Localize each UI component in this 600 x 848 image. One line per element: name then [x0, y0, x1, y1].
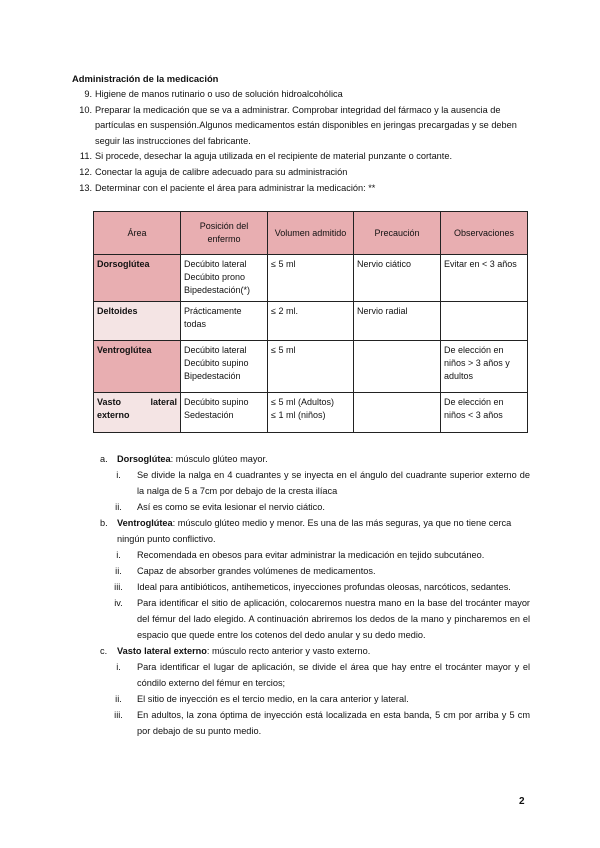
list-item: 11. Si procede, desechar la aguja utilizada en el recipiente de material punzante o cortante.: [79, 151, 453, 162]
table-row: [94, 341, 528, 393]
list-item: 13. Determinar con el paciente el área para administrar la medicación: **: [79, 182, 376, 193]
col-header-observaciones: Observaciones: [441, 212, 528, 255]
list-item: iii. Ideal para antibióticos, antihemeticos, inyecciones profundas oleosas, narcóticos, sedantes.: [114, 582, 511, 592]
site-descriptions: [100, 451, 530, 739]
table-row: [94, 393, 528, 433]
volumen-cell: ≤ 2 ml.: [268, 302, 354, 341]
volumen-cell: ≤ 5 ml: [268, 341, 354, 393]
table-row: [94, 302, 528, 341]
area-cell: Ventroglútea: [94, 341, 181, 393]
observaciones-cell: Evitar en < 3 años: [441, 255, 528, 302]
precaucion-cell: [354, 341, 441, 393]
list-item: i. Para identificar el lugar de aplicación, se divide el área que hay entre el trocánter mayor y el cóndilo externo del fémur en tercios;: [116, 662, 530, 688]
list-item: iii. En adultos, la zona óptima de inyección está localizada en esta banda, 5 cm por arriba y 5 cm por debajo de su punto medio.: [114, 710, 530, 736]
section-heading: Administración de la medicación: [72, 73, 219, 84]
list-item: ii. El sitio de inyección es el tercio medio, en la cara anterior y lateral.: [115, 694, 409, 704]
observaciones-cell: De elección en niños > 3 años y adultos: [441, 341, 528, 393]
list-item: i. Recomendada en obesos para evitar administrar la medicación en tejido subcutáneo.: [116, 550, 485, 560]
injection-sites-table: [93, 211, 528, 433]
posicion-cell: Decúbito lateral Decúbito prono Bipedestación(*): [181, 255, 268, 302]
col-header-volumen: Volumen admitido: [268, 212, 354, 255]
volumen-cell: ≤ 5 ml: [268, 255, 354, 302]
col-header-area: Área: [94, 212, 181, 255]
posicion-cell: Decúbito supino Sedestación: [181, 393, 268, 433]
precaucion-cell: Nervio radial: [354, 302, 441, 341]
list-item: i. Se divide la nalga en 4 cuadrantes y se inyecta en el ángulo del cuadrante superior externo de la nalga de 5 a 7cm por debajo de la cresta ilíaca: [116, 470, 530, 496]
numbered-list: [72, 87, 532, 196]
page-number: 2: [519, 796, 525, 807]
list-item: 10. Preparar la medicación que se va a administrar. Comprobar integridad del fármaco y la ausencia de partículas en suspensión.Algunos medicamentos están disponibles en jeringas precargadas y se deben seguir las instrucciones del fabricante.: [79, 104, 517, 146]
col-header-precaucion: Precaución: [354, 212, 441, 255]
area-cell: Deltoides: [94, 302, 181, 341]
area-cell: Vasto lateral externo: [94, 393, 181, 433]
section-item: c. Vasto lateral externo: músculo recto anterior y vasto externo.: [100, 646, 371, 656]
area-cell: Dorsoglútea: [94, 255, 181, 302]
list-item: iv. Para identificar el sitio de aplicación, colocaremos nuestra mano en la base del trocánter mayor del fémur del lado elegido. A continuación abriremos los dedos de la mano y pincharemos en el espacio que quede entre los cotenos del dedo anular y su dedo medio.: [114, 598, 530, 640]
posicion-cell: Decúbito lateral Decúbito supino Bipedestación: [181, 341, 268, 393]
precaucion-cell: Nervio ciático: [354, 255, 441, 302]
section-item: b. Ventroglútea: músculo glúteo medio y menor. Es una de las más seguras, ya que no tiene cerca ningún punto conflictivo.: [100, 518, 512, 544]
list-item: 12. Conectar la aguja de calibre adecuado para su administración: [79, 166, 348, 177]
posicion-cell: Prácticamente todas: [181, 302, 268, 341]
section-item: a. Dorsoglútea: músculo glúteo mayor.: [100, 454, 268, 464]
list-item: ii. Capaz de absorber grandes volúmenes de medicamentos.: [115, 566, 376, 576]
table-header-row: [94, 212, 528, 255]
observaciones-cell: De elección en niños < 3 años: [441, 393, 528, 433]
observaciones-cell: [441, 302, 528, 341]
volumen-cell: ≤ 5 ml (Adultos) ≤ 1 ml (niños): [268, 393, 354, 433]
col-header-posicion: Posición del enfermo: [181, 212, 268, 255]
list-item: 9. Higiene de manos rutinario o uso de solución hidroalcohólica: [84, 89, 343, 99]
table-row: [94, 255, 528, 302]
list-item: ii. Así es como se evita lesionar el nervio ciático.: [115, 502, 325, 512]
precaucion-cell: [354, 393, 441, 433]
